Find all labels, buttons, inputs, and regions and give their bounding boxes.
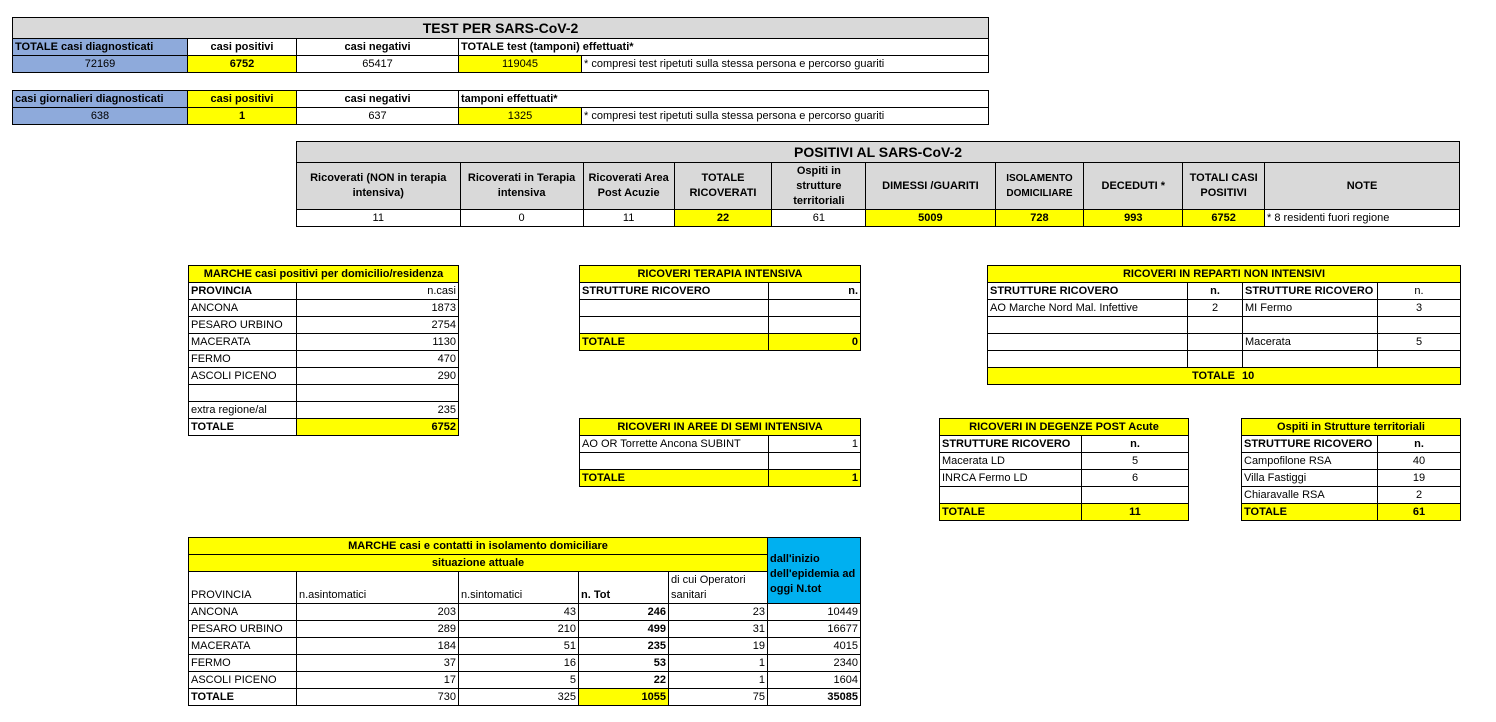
- value-dimessi: 5009: [866, 210, 995, 227]
- header-daily-negativi: casi negativi: [297, 91, 459, 108]
- post-col-n: n.: [1082, 436, 1189, 453]
- iso-title: MARCHE casi e contatti in isolamento domiciliare: [189, 538, 768, 555]
- table-row: ASCOLI PICENO 290: [189, 368, 459, 385]
- iso-since-header: dall'inizio dell'epidemia ad oggi N.tot: [768, 538, 861, 604]
- table-row: Macerata LD 5: [940, 453, 1189, 470]
- table-row: MACERATA 1130: [189, 334, 459, 351]
- table-row: MACERATA 184 51 235 19 4015: [189, 638, 861, 655]
- table-row: FERMO 470: [189, 351, 459, 368]
- value-ospiti: 61: [772, 210, 866, 227]
- table-row: PESARO URBINO 289 210 499 31 16677: [189, 621, 861, 638]
- header-casi-positivi: casi positivi: [188, 39, 297, 56]
- marche-prov-title: MARCHE casi positivi per domicilio/residenza: [189, 266, 459, 283]
- iso-subtitle: situazione attuale: [189, 555, 768, 572]
- osp-total-label: TOTALE: [1242, 504, 1378, 521]
- test-total-table: [12, 17, 989, 73]
- table-row: ASCOLI PICENO 17 5 22 1 1604: [189, 672, 861, 689]
- non-int-col-strutture: STRUTTURE RICOVERO: [988, 283, 1188, 300]
- ti-col-strutture: STRUTTURE RICOVERO: [580, 283, 769, 300]
- table-row: ANCONA 203 43 246 23 10449: [189, 604, 861, 621]
- iso-total-row: TOTALE 730 325 1055 75 35085: [189, 689, 861, 706]
- value-note: * 8 residenti fuori regione: [1265, 210, 1460, 227]
- value-isolamento: 728: [995, 210, 1084, 227]
- table-row: [580, 317, 861, 334]
- terapia-intensiva-table: [579, 265, 861, 351]
- non-int-col-n: n.: [1188, 283, 1243, 300]
- value-totale-test: 119045: [459, 56, 582, 73]
- value-totali-casi: 6752: [1183, 210, 1265, 227]
- table-row: AO Marche Nord Mal. Infettive 2 MI Fermo 3: [988, 300, 1461, 317]
- iso-col-operatori: di cui Operatori sanitari: [669, 572, 768, 604]
- semi-title: RICOVERI IN AREE DI SEMI INTENSIVA: [580, 419, 861, 436]
- value-ricoverati-post: 11: [583, 210, 674, 227]
- post-total-label: TOTALE: [940, 504, 1082, 521]
- header-totale-ricoverati: TOTALE RICOVERATI: [674, 163, 772, 210]
- semi-total-value: 1: [769, 470, 861, 487]
- table-row: AO OR Torrette Ancona SUBINT 1: [580, 436, 861, 453]
- value-ricoverati-non-ti: 11: [297, 210, 461, 227]
- ospiti-table: [1241, 418, 1461, 521]
- non-intensivi-table: [987, 265, 1461, 385]
- table-row: [580, 300, 861, 317]
- semi-total-label: TOTALE: [580, 470, 769, 487]
- header-ricoverati-ti: Ricoverati in Terapia intensiva: [460, 163, 583, 210]
- non-int-title: RICOVERI IN REPARTI NON INTENSIVI: [988, 266, 1461, 283]
- non-int-col-n-2: n.: [1378, 283, 1461, 300]
- marche-prov-col-provincia: PROVINCIA: [189, 283, 297, 300]
- osp-total-value: 61: [1378, 504, 1461, 521]
- table-row: Chiaravalle RSA 2: [1242, 487, 1461, 504]
- table-row: extra regione/al 235: [189, 402, 459, 419]
- header-casi-giornalieri: casi giornalieri diagnosticati: [13, 91, 188, 108]
- header-totale-casi: TOTALE casi diagnosticati: [13, 39, 188, 56]
- marche-prov-total-label: TOTALE: [189, 419, 297, 436]
- header-daily-tamponi: tamponi effettuati*: [459, 91, 989, 108]
- value-ricoverati-ti: 0: [460, 210, 583, 227]
- osp-title: Ospiti in Strutture territoriali: [1242, 419, 1461, 436]
- test-daily-note: * compresi test ripetuti sulla stessa persona e percorso guariti: [582, 108, 989, 125]
- table-row: PESARO URBINO 2754: [189, 317, 459, 334]
- header-totale-test: TOTALE test (tamponi) effettuati*: [459, 39, 989, 56]
- value-casi-positivi: 6752: [188, 56, 297, 73]
- header-dimessi: DIMESSI /GUARITI: [866, 163, 995, 210]
- ti-col-n: n.: [769, 283, 861, 300]
- value-totale-ricoverati: 22: [674, 210, 772, 227]
- semi-intensiva-table: [579, 418, 861, 487]
- positivi-table: [296, 141, 1460, 227]
- osp-col-strutture: STRUTTURE RICOVERO: [1242, 436, 1378, 453]
- post-title: RICOVERI IN DEGENZE POST Acute: [940, 419, 1189, 436]
- test-total-title: TEST PER SARS-CoV-2: [13, 18, 989, 39]
- header-ospiti: Ospiti in strutture territoriali: [772, 163, 866, 210]
- table-row: [580, 453, 861, 470]
- marche-prov-col-ncasi: n.casi: [297, 283, 459, 300]
- header-casi-negativi: casi negativi: [297, 39, 459, 56]
- header-deceduti: DECEDUTI *: [1084, 163, 1183, 210]
- iso-col-provincia: PROVINCIA: [189, 572, 297, 604]
- value-casi-giornalieri: 638: [13, 108, 188, 125]
- non-int-total-label: TOTALE: [1192, 369, 1235, 382]
- value-deceduti: 993: [1084, 210, 1183, 227]
- header-ricoverati-post: Ricoverati Area Post Acuzie: [583, 163, 674, 210]
- table-row: [988, 351, 1461, 368]
- marche-provincia-table: [188, 265, 459, 436]
- value-casi-negativi: 65417: [297, 56, 459, 73]
- post-total-value: 11: [1082, 504, 1189, 521]
- header-ricoverati-non-ti: Ricoverati (NON in terapia intensiva): [297, 163, 461, 210]
- post-col-strutture: STRUTTURE RICOVERO: [940, 436, 1082, 453]
- table-row: Campofilone RSA 40: [1242, 453, 1461, 470]
- non-int-total-value: 10: [1242, 369, 1255, 382]
- ti-total-label: TOTALE: [580, 334, 769, 351]
- value-daily-tamponi: 1325: [459, 108, 582, 125]
- table-row: Villa Fastiggi 19: [1242, 470, 1461, 487]
- value-totale-casi: 72169: [13, 56, 188, 73]
- osp-col-n: n.: [1378, 436, 1461, 453]
- marche-prov-total-value: 6752: [297, 419, 459, 436]
- header-note: NOTE: [1265, 163, 1460, 210]
- post-acute-table: [939, 418, 1189, 521]
- table-row: [189, 385, 459, 402]
- isolamento-table: [188, 537, 861, 706]
- ti-total-value: 0: [769, 334, 861, 351]
- non-int-col-strutture-2: STRUTTURE RICOVERO: [1243, 283, 1378, 300]
- iso-col-asintomatici: n.asintomatici: [297, 572, 459, 604]
- table-row: [988, 317, 1461, 334]
- test-daily-table: [12, 90, 989, 125]
- header-totali-casi: TOTALI CASI POSITIVI: [1183, 163, 1265, 210]
- positivi-title: POSITIVI AL SARS-CoV-2: [297, 142, 1460, 163]
- header-daily-positivi: casi positivi: [188, 91, 297, 108]
- value-daily-positivi: 1: [188, 108, 297, 125]
- iso-col-ntot: n. Tot: [579, 572, 669, 604]
- value-daily-negativi: 637: [297, 108, 459, 125]
- test-total-note: * compresi test ripetuti sulla stessa persona e percorso guariti: [582, 56, 989, 73]
- table-row: ANCONA 1873: [189, 300, 459, 317]
- ti-title: RICOVERI TERAPIA INTENSIVA: [580, 266, 861, 283]
- table-row: [940, 487, 1189, 504]
- table-row: INRCA Fermo LD 6: [940, 470, 1189, 487]
- table-row: Macerata 5: [988, 334, 1461, 351]
- iso-col-sintomatici: n.sintomatici: [459, 572, 579, 604]
- table-row: FERMO 37 16 53 1 2340: [189, 655, 861, 672]
- header-isolamento: ISOLAMENTO DOMICILIARE: [995, 163, 1084, 210]
